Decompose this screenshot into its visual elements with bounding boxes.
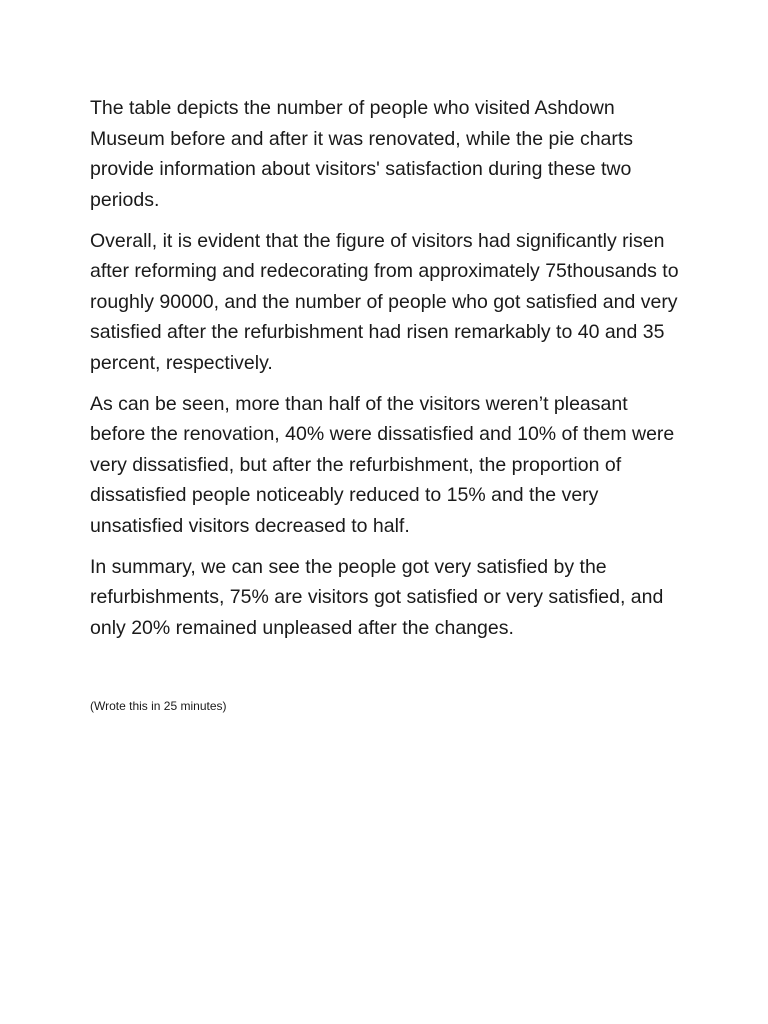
paragraph-overview: Overall, it is evident that the figure of visitors had significantly risen after reforming and redecorating from approximately 75thousands to roughly 90000, and the number of people who got satisfied and very satisfied after the refurbishment had risen remarkably to 40 and 35 percent, respectively. — [90, 229, 679, 374]
paragraph-details: As can be seen, more than half of the visitors weren’t pleasant before the renovation, 40% were dissatisfied and 10% of them were very dissatisfied, but after the refurbishment, the proportion of dissatisfied people noticeably reduced to 15% and the very unsatisfied visitors decreased to half. — [90, 392, 675, 537]
paragraph-introduction: The table depicts the number of people who visited Ashdown Museum before and after it was renovated, while the pie charts provide information about visitors' satisfaction during these two periods. — [90, 97, 634, 211]
essay-body — [90, 93, 680, 654]
paragraph-summary: In summary, we can see the people got very satisfied by the refurbishments, 75% are visitors got satisfied or very satisfied, and only 20% remained unpleased after the changes. — [90, 555, 664, 639]
time-note: (Wrote this in 25 minutes) — [90, 699, 227, 713]
